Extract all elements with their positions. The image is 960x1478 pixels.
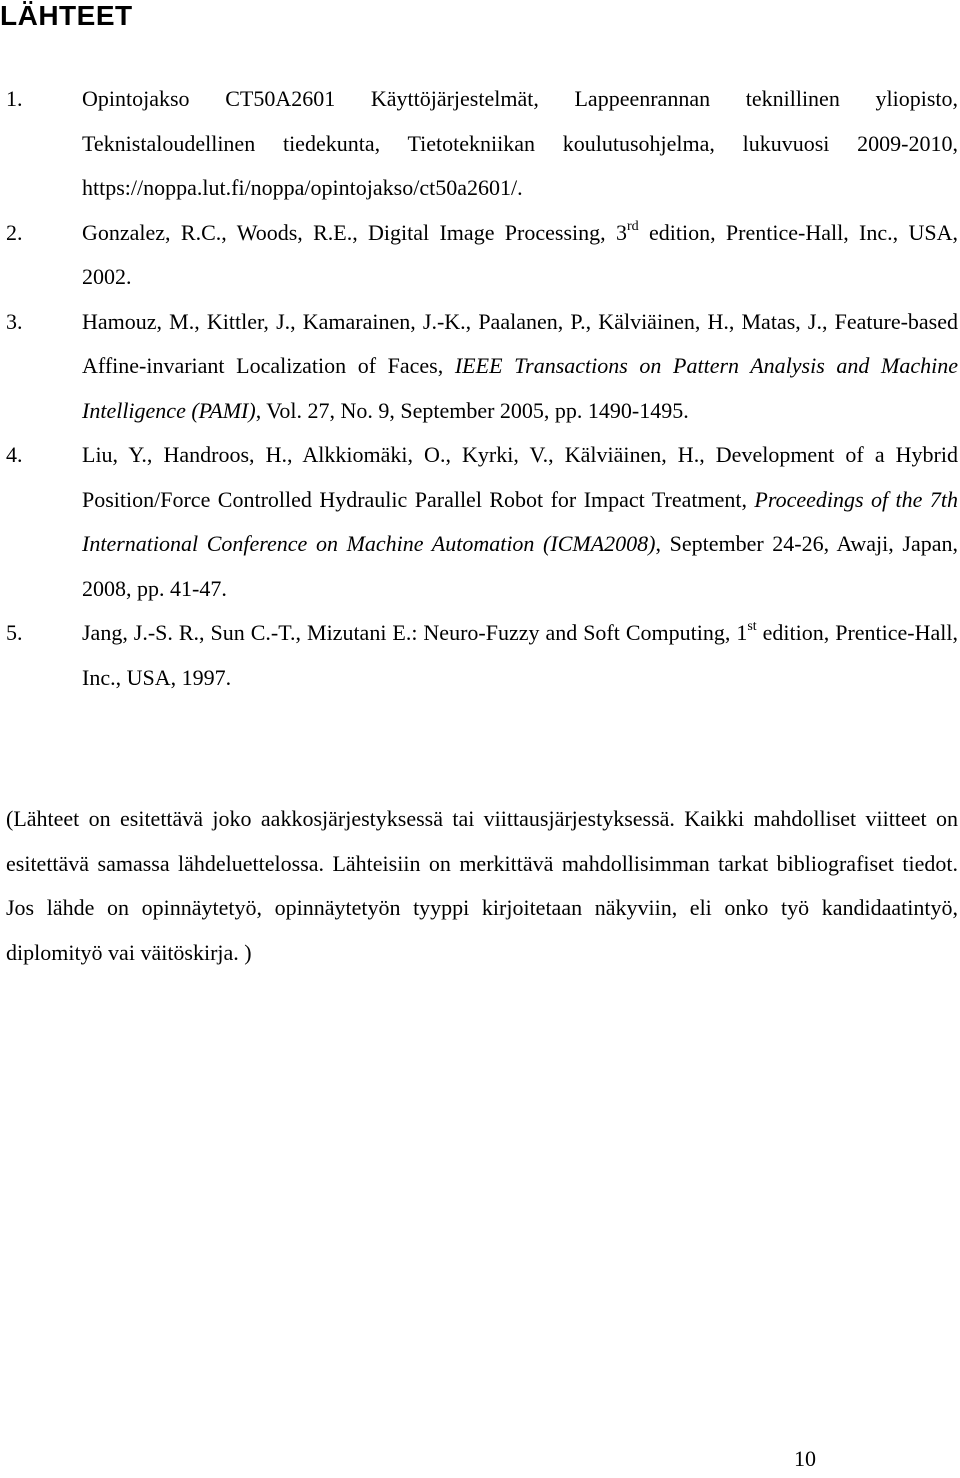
reference-text: Opintojakso CT50A2601 Käyttöjärjestelmät, Lappeenrannan teknillinen yliopisto, Teknistaloudellinen tiedekunta, Tietotekniikan koulutusohjelma, lukuvuosi 2009-2010, https://noppa.lut.fi/noppa/opintojakso/ct50a2601/. <box>82 86 958 200</box>
reference-authors: Liu, Y., Handroos, H., Alkkiomäki, O., Kyrki, V., Kälviäinen, H., Development of a Hybrid Position/Force Controlled Hydraulic Parallel Robot for Impact Treatment, <box>82 442 958 512</box>
reference-text: Jang, J.-S. R., Sun C.-T., Mizutani E.: Neuro-Fuzzy and Soft Computing, 1 <box>82 620 748 645</box>
reference-number: 3. <box>6 308 23 334</box>
reference-item <box>0 300 958 434</box>
reference-item <box>0 77 958 211</box>
reference-item <box>0 611 958 700</box>
ordinal-superscript: rd <box>626 218 639 234</box>
reference-number: 5. <box>6 620 23 645</box>
reference-text: edition, Prentice-Hall, Inc., USA, 1997. <box>82 620 958 690</box>
reference-text: Gonzalez, R.C., Woods, R.E., Digital Image Processing, 3 <box>82 219 627 245</box>
reference-number: 2. <box>6 219 23 245</box>
reference-authors: Hamouz, M., Kittler, J., Kamarainen, J.-K., Paalanen, P., Kälviäinen, H., Matas, J., Feature-based Affine-invariant Localization of Faces, <box>82 308 958 378</box>
reference-number: 1. <box>6 86 23 111</box>
instruction-note: (Lähteet on esitettävä joko aakkosjärjestyksessä tai viittausjärjestyksessä. Kaikki mahdolliset viitteet on esitettävä samassa lähdeluettelossa. Lähteisiin on merkittävä mahdollisimman tarkat bibliografiset tiedot. Jos lähde on opinnäytetyö, opinnäytetyön tyyppi kirjoitetaan näkyviin, eli onko työ kandidaatintyö, diplomityö vai väitöskirja. ) <box>6 806 958 965</box>
reference-details: , Vol. 27, No. 9, September 2005, pp. 1490-1495. <box>255 397 689 423</box>
reference-details: , September 24-26, Awaji, Japan, 2008, pp. 41-47. <box>82 531 958 601</box>
reference-list <box>0 77 958 700</box>
page-number: 10 <box>794 1446 816 1471</box>
reference-item <box>0 211 958 300</box>
reference-text: edition, Prentice-Hall, Inc., USA, 2002. <box>82 219 958 289</box>
reference-journal: IEEE Transactions on Pattern Analysis and Machine Intelligence (PAMI) <box>82 353 958 423</box>
reference-proceedings: Proceedings of the 7th International Conference on Machine Automation (ICMA2008) <box>82 486 958 556</box>
reference-number: 4. <box>6 442 23 467</box>
reference-item <box>0 433 958 611</box>
page-heading: LÄHTEET <box>0 0 133 31</box>
ordinal-superscript: st <box>747 619 757 634</box>
